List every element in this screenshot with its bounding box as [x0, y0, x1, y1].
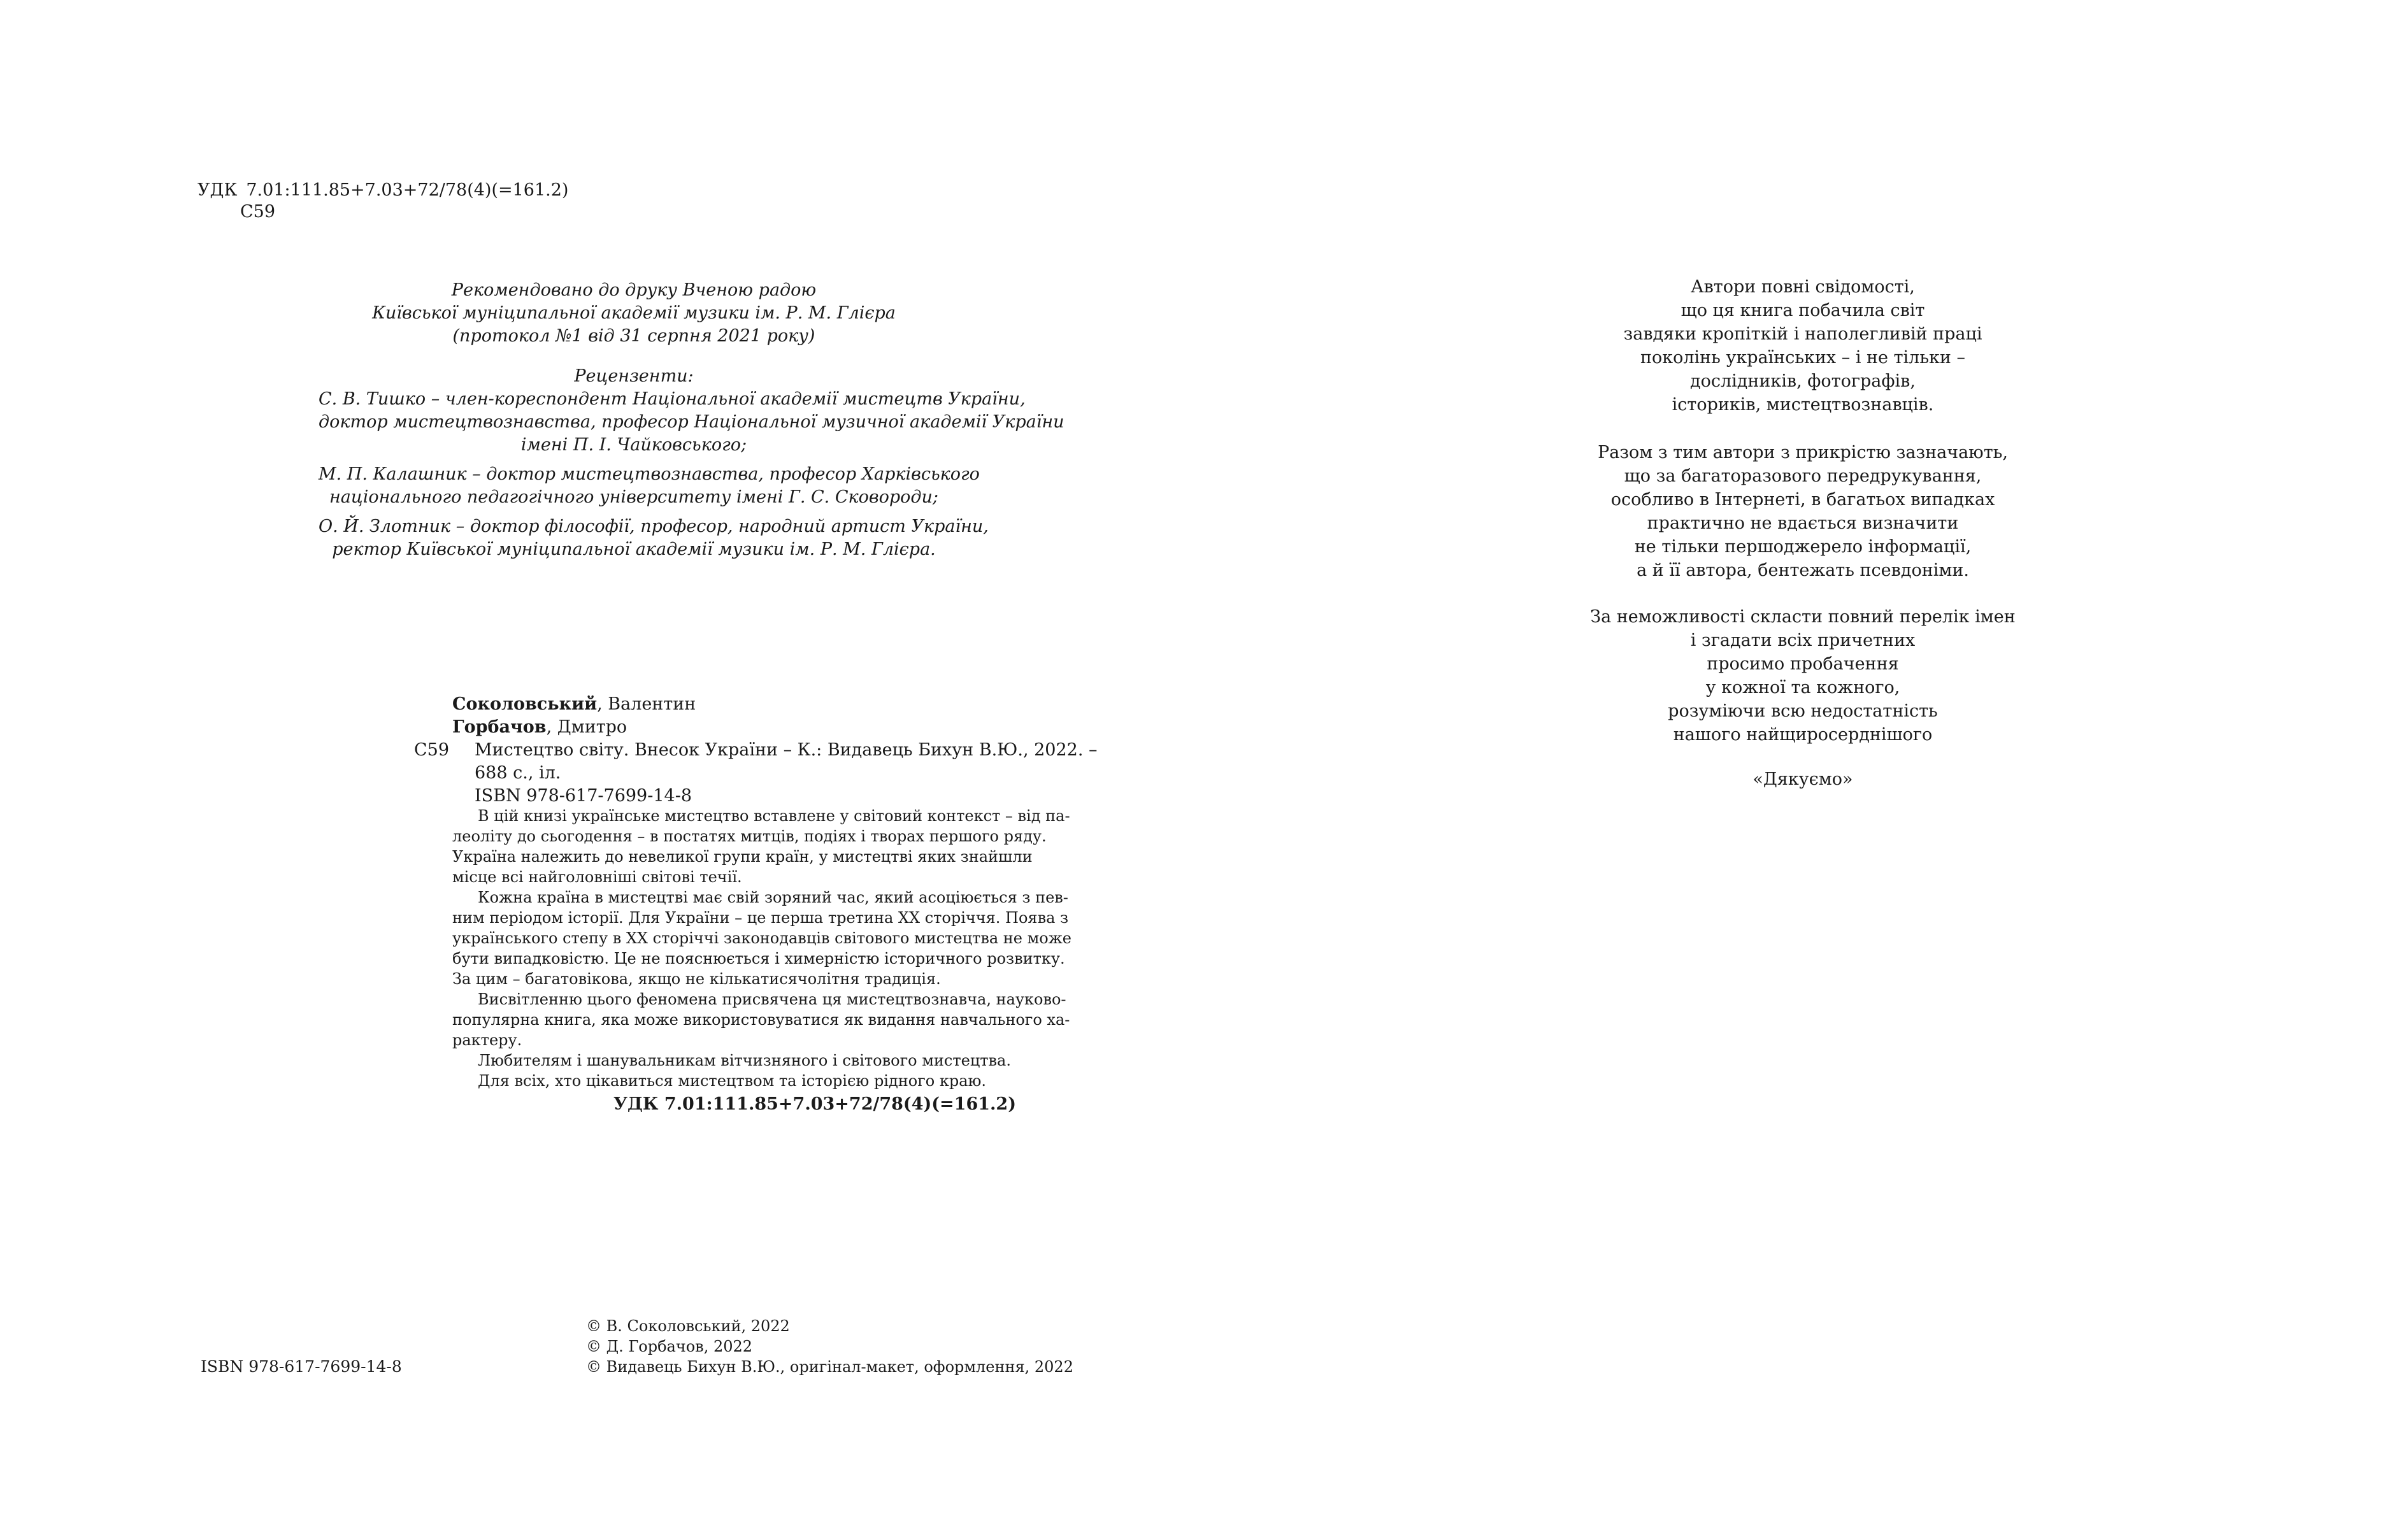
- abstract-line: ним періодом історії. Для України – це перша третина ХХ сторіччя. Поява з: [452, 909, 1069, 927]
- card-isbn: ISBN 978-617-7699-14-8: [475, 786, 692, 806]
- dedication-line: поколінь українських – і не тільки –: [1640, 348, 1965, 368]
- dedication-line: Автори повні свідомості,: [1691, 277, 1915, 297]
- reviewer-line: імені П. І. Чайковського;: [520, 435, 747, 455]
- dedication-stanza: [1516, 275, 2089, 417]
- abstract-line: леоліту до сьогодення – в постатях митців, подіях і творах першого ряду.: [452, 827, 1047, 845]
- abstract-line: В цій книзі українське мистецтво вставлене у світовий контекст – від па-: [478, 807, 1070, 825]
- right-page: [1204, 0, 2408, 1535]
- dedication-line: розуміючи всю недостатність: [1668, 701, 1938, 721]
- dedication-line: не тільки першоджерело інформації,: [1634, 537, 1972, 557]
- reviewers-block: [319, 365, 1064, 561]
- copyright-line: © Д. Горбачов, 2022: [586, 1338, 753, 1355]
- card-cutter: С59: [414, 740, 450, 760]
- abstract-line: Для всіх, хто цікавиться мистецтвом та історією рідного краю.: [478, 1072, 987, 1090]
- udc-header: [197, 180, 568, 223]
- author-2-name: , Дмитро: [546, 717, 627, 737]
- card-description-line: Мистецтво світу. Внесок України – К.: Видавець Бихун В.Ю., 2022. –: [475, 740, 1098, 760]
- card-author-1: [414, 693, 1016, 716]
- dedication-line: нашого найщиросерднішого: [1673, 725, 1933, 745]
- abstract-line: Кожна країна в мистецтві має свій зоряний час, який асоціюється з пев-: [478, 889, 1068, 906]
- abstract-line: Любителям і шанувальникам вітчизняного і світового мистецтва.: [478, 1052, 1011, 1069]
- author-2-surname: Горбачов: [452, 717, 547, 737]
- card-description-line: 688 с., іл.: [475, 763, 561, 783]
- author-1-surname: Соколовський: [452, 694, 598, 714]
- copyright-line: © Видавець Бихун В.Ю., оригінал-макет, оформлення, 2022: [586, 1358, 1073, 1376]
- abstract-line: За цим – багатовікова, якщо не кількатисячолітня традиція.: [452, 970, 941, 988]
- author-1-name: , Валентин: [597, 694, 696, 714]
- copyright-line: © В. Соколовський, 2022: [586, 1317, 790, 1335]
- reviewer-entry: [319, 515, 989, 561]
- card-description-row: [414, 739, 1098, 762]
- dedication-line: дослідників, фотографів,: [1690, 371, 1916, 391]
- abstract-line: українського степу в ХХ сторіччі законодавців світового мистецтва не може: [452, 929, 1072, 947]
- dedication-line: що ця книга побачила світ: [1681, 301, 1925, 320]
- dedication-line: особливо в Інтернеті, в багатьох випадках: [1610, 490, 1995, 510]
- copyright-block: [586, 1316, 1073, 1377]
- abstract-line: популярна книга, яка може використовуватися як видання навчального ха-: [452, 1011, 1070, 1029]
- recommendation-line: Київської муніципальної академії музики ім. Р. М. Глієра: [372, 303, 896, 323]
- dedication-line: а й її автора, бентежать псевдоніми.: [1637, 560, 1969, 580]
- reviewer-line: національного педагогічного університету імені Г. С. Сковороди;: [329, 487, 938, 507]
- abstract-line: рактеру.: [452, 1031, 522, 1049]
- dedication-line: істориків, мистецтвознавців.: [1672, 395, 1934, 415]
- card-author-2: [414, 716, 1016, 739]
- dedication-stanza: [1516, 605, 2089, 746]
- recommendation-block: [319, 279, 949, 348]
- reviewer-entry: [319, 388, 1064, 457]
- recommendation-line: (протокол №1 від 31 серпня 2021 року): [452, 326, 815, 346]
- dedication-line: завдяки кропіткій і наполегливій праці: [1623, 324, 1982, 344]
- abstract: [452, 806, 1072, 1091]
- abstract-line: бути випадковістю. Це не пояснюється і химерністю історичного розвитку.: [452, 950, 1065, 967]
- isbn: ISBN 978-617-7699-14-8: [201, 1357, 402, 1376]
- reviewers-heading: Рецензенти:: [574, 366, 694, 386]
- reviewer-line: М. П. Калашник – доктор мистецтвознавства, професор Харківського: [319, 464, 980, 484]
- dedication-stanza: [1516, 441, 2089, 582]
- reviewer-line: доктор мистецтвознавства, професор Національної музичної академії України: [319, 412, 1064, 432]
- dedication-line: просимо пробачення: [1707, 654, 1899, 674]
- dedication-thanks: [1516, 768, 2089, 791]
- udc-code-bold: УДК 7.01:111.85+7.03+72/78(4)(=161.2): [613, 1094, 1016, 1114]
- reviewer-entry: [319, 463, 980, 509]
- dedication-line: Разом з тим автори з прикрістю зазначають,: [1598, 443, 2008, 462]
- udc-label: УДК: [197, 180, 238, 200]
- reviewer-line: С. В. Тишко – член-кореспондент Національної академії мистецтв України,: [319, 389, 1026, 409]
- thanks-line: «Дякуємо»: [1752, 769, 1853, 789]
- dedication-line: практично не вдається визначити: [1647, 513, 1959, 533]
- dedication-line: у кожної та кожного,: [1705, 678, 1900, 697]
- dedication-line: і згадати всіх причетних: [1690, 631, 1916, 650]
- reviewer-line: ректор Київської муніципальної академії музики ім. Р. М. Глієра.: [332, 539, 936, 559]
- reviewer-line: О. Й. Злотник – доктор філософії, професор, народний артист України,: [319, 517, 989, 536]
- abstract-line: Україна належить до невеликої групи країн, у мистецтві яких знайшли: [452, 848, 1033, 866]
- udc-cutter: С59: [240, 202, 276, 222]
- udc-header-code-line: [197, 180, 568, 201]
- abstract-line: місце всі найголовніші світові течії.: [452, 868, 742, 886]
- dedication-line: За неможливості скласти повний перелік імен: [1590, 607, 2016, 627]
- dedication-line: що за багаторазового передрукування,: [1624, 466, 1982, 486]
- recommendation-line: Рекомендовано до друку Вченою радою: [451, 280, 817, 300]
- udc-code: 7.01:111.85+7.03+72/78(4)(=161.2): [246, 180, 569, 200]
- abstract-line: Висвітленню цього феномена присвячена ця мистецтвознавча, науково-: [478, 990, 1066, 1008]
- catalog-card: [414, 693, 1098, 808]
